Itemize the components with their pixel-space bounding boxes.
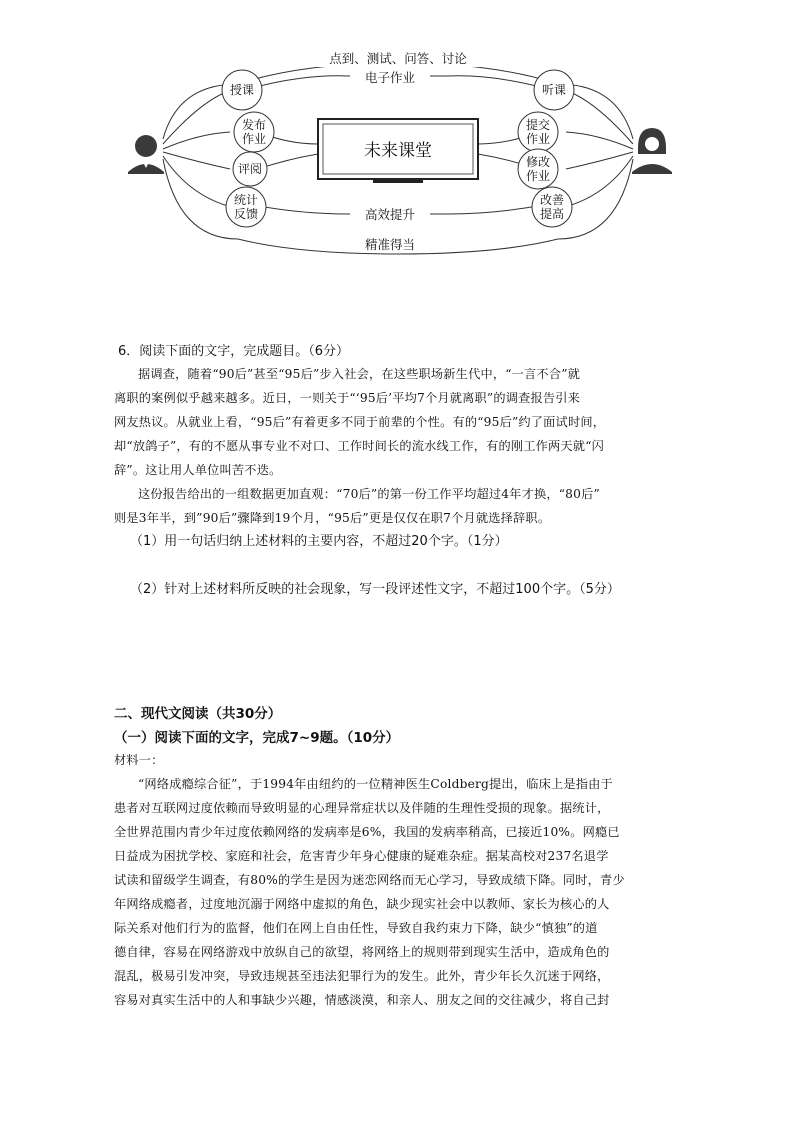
q6-passage-line: 网友热议。从就业上看，“95后”有着更多不同于前辈的个性。有的“95后”约了面试时间， <box>114 415 606 429</box>
svg-text:提高: 提高 <box>539 207 565 221</box>
right-node-submit <box>518 112 558 152</box>
q6-passage-line: 据调查，随着“90后”甚至“95后”步入社会，在这些职场新生代中，“一言不合”就 <box>138 367 581 381</box>
right-node-revise <box>518 149 558 189</box>
svg-text:评阅: 评阅 <box>237 162 263 176</box>
svg-text:作业: 作业 <box>525 132 551 146</box>
s2-passage-line: 患者对互联网过度依赖而导致明显的心理异常症状以及伴随的生理性受损的现象。据统计， <box>114 801 610 815</box>
section-2-part-1-title: （一）阅读下面的文字，完成7~9题。（10分） <box>114 730 400 746</box>
s2-passage-line: 年网络成瘾者，过度地沉溺于网络中虚拟的角色，缺少现实社会中以教师、家长为核心的人 <box>114 897 610 911</box>
connector-label-precise <box>350 236 430 252</box>
svg-text:发布: 发布 <box>241 118 267 132</box>
question-6-title: 6．阅读下面的文字，完成题目。（6分） <box>118 344 350 359</box>
q6-passage-line: 这份报告给出的一组数据更加直观：“70后”的第一份工作平均超过4年才换，“80后” <box>138 487 600 501</box>
connector-label-top <box>308 49 488 67</box>
svg-text:听课: 听课 <box>541 83 567 97</box>
s2-passage-line: 际关系对他们行为的监督，他们在网上自由任性，导致自我约束力下降，缺少“慎独”的道 <box>114 921 598 935</box>
connector-label-efficiency <box>350 206 430 222</box>
center-title: 未来课堂 <box>364 141 432 161</box>
connector-label-homework <box>350 69 430 85</box>
future-classroom-screen <box>318 119 478 183</box>
s2-passage-line: 容易对真实生活中的人和事缺少兴趣，情感淡漠，和亲人、朋友之间的交往减少，将自己封 <box>114 993 610 1007</box>
s2-passage-line: 德自律，容易在网络游戏中放纵自己的欲望，将网络上的规则带到现实生活中，造成角色的 <box>114 945 610 959</box>
s2-passage-line: 混乱，极易引发冲突，导致违规甚至违法犯罪行为的发生。此外，青少年长久沉迷于网络， <box>114 969 610 983</box>
q6-passage-line: 却“放鸽子”，有的不愿从事专业不对口、工作时间长的流水线工作，有的刚工作两天就“闪 <box>114 439 605 453</box>
svg-text:统计: 统计 <box>233 193 259 207</box>
q6-sub-question-1: （1）用一句话归纳上述材料的主要内容，不超过20个字。（1分） <box>130 534 508 549</box>
svg-text:作业: 作业 <box>525 169 551 183</box>
s2-passage-line: “网络成瘾综合征”，于1994年由纽约的一位精神医生Coldberg提出，临床上是指由于 <box>138 777 613 791</box>
svg-text:电子作业: 电子作业 <box>364 70 416 85</box>
left-node-stats <box>226 187 266 227</box>
q6-passage-line: 离职的案例似乎越来越多。近日，一则关于“‘95后’平均7个月就离职”的调查报告引来 <box>114 391 581 405</box>
s2-passage-line: 试读和留级学生调查，有80%的学生是因为迷恋网络而无心学习，导致成绩下降。同时，青少 <box>114 873 625 887</box>
student-avatar-icon <box>632 128 672 174</box>
future-classroom-diagram <box>118 44 678 259</box>
svg-text:改善: 改善 <box>539 193 565 207</box>
q6-passage-line: 辞”。这让用人单位叫苦不迭。 <box>114 463 282 477</box>
svg-text:精准得当: 精准得当 <box>364 237 416 252</box>
svg-text:点到、测试、问答、讨论: 点到、测试、问答、讨论 <box>329 51 467 66</box>
section-2-title: 二、现代文阅读（共30分） <box>114 706 282 722</box>
svg-text:提交: 提交 <box>525 118 551 132</box>
q6-passage-line: 则是3年半，到”90后”骤降到19个月，“95后”更是仅仅在职7个月就选择辞职。 <box>114 511 551 525</box>
svg-text:反馈: 反馈 <box>233 207 259 221</box>
teacher-avatar-icon <box>128 135 164 174</box>
material-label: 材料一： <box>114 753 164 767</box>
node-label: 授课 <box>229 83 255 97</box>
right-node-listen <box>534 70 574 110</box>
q6-sub-question-2: （2）针对上述材料所反映的社会现象，写一段评述性文字，不超过100个字。（5分） <box>130 582 620 597</box>
left-node-assign <box>234 112 274 152</box>
left-node-review <box>233 152 267 186</box>
s2-passage-line: 全世界范围内青少年过度依赖网络的发病率是6%，我国的发病率稍高，已接近10%。网瘾已 <box>114 825 620 839</box>
svg-text:作业: 作业 <box>241 132 267 146</box>
svg-text:修改: 修改 <box>525 155 551 169</box>
right-node-improve <box>532 187 572 227</box>
left-node-teach <box>222 70 262 110</box>
s2-passage-line: 日益成为困扰学校、家庭和社会，危害青少年身心健康的疑难杂症。据某高校对237名退学 <box>114 849 609 863</box>
svg-text:高效提升: 高效提升 <box>364 207 416 222</box>
